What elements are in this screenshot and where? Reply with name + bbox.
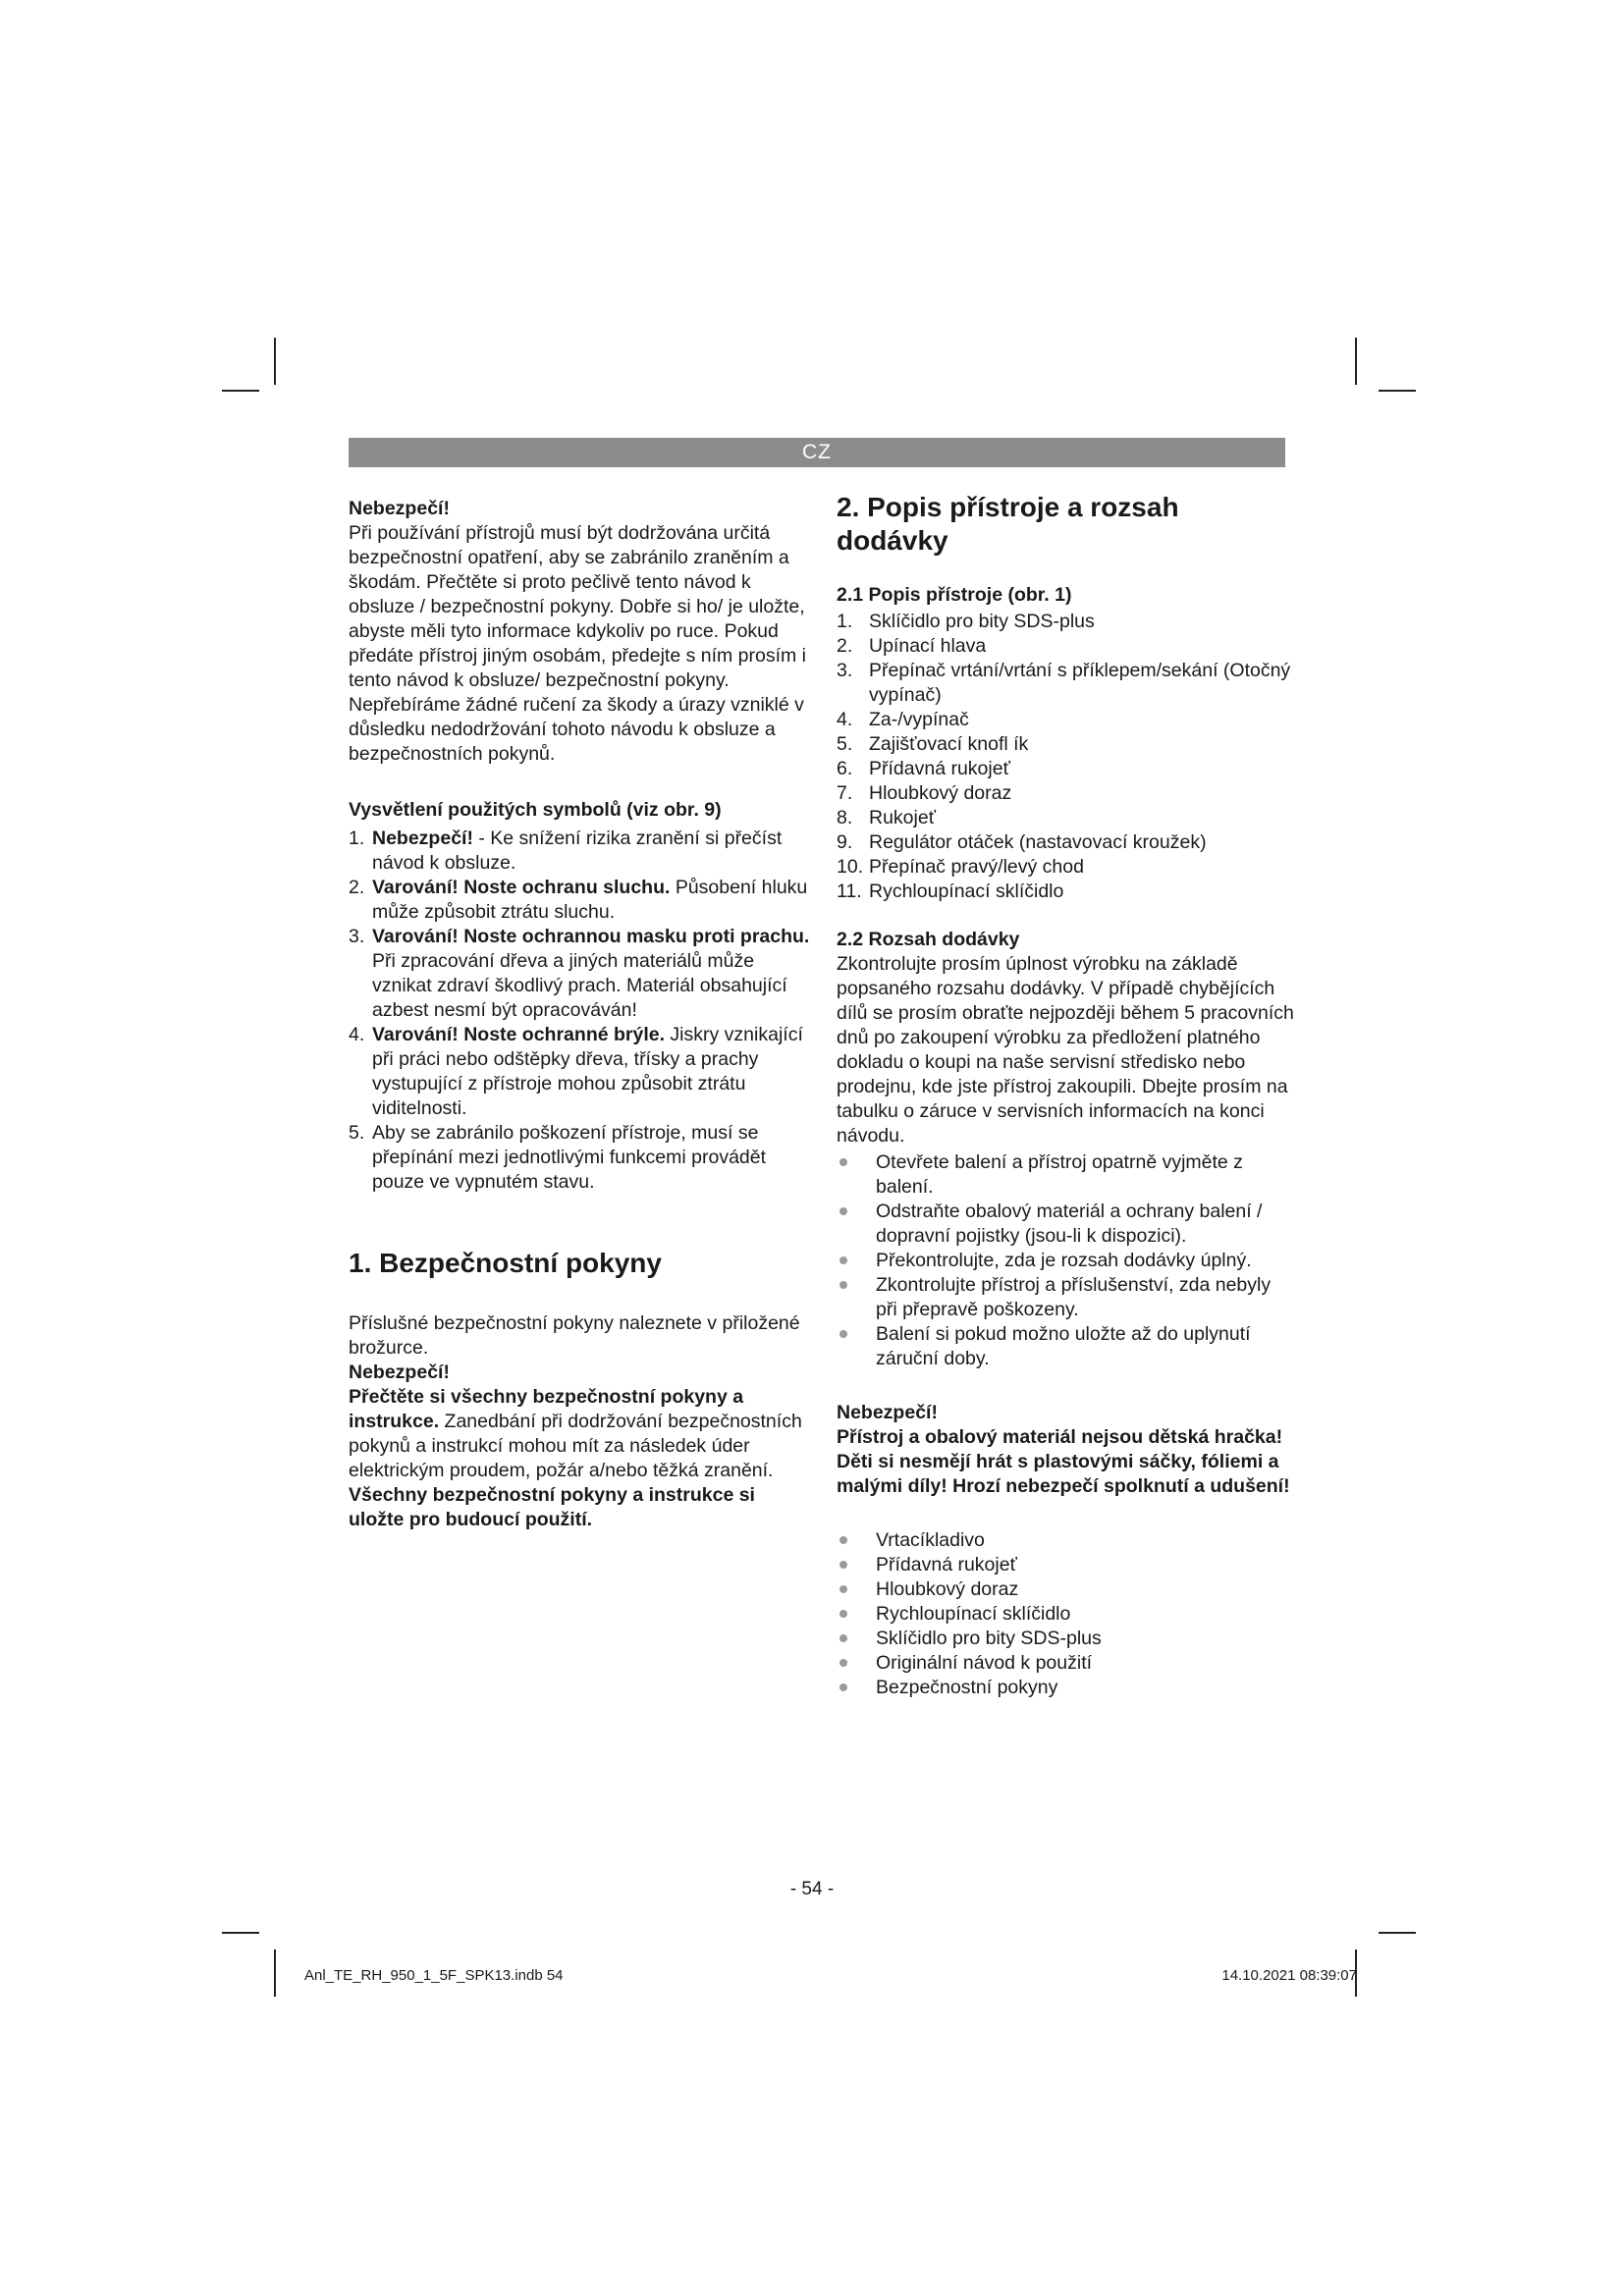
bullet-icon xyxy=(837,1651,876,1676)
crop-mark-top-right xyxy=(1355,338,1357,385)
bullet-icon xyxy=(837,1200,876,1249)
section-1-title: 1. Bezpečnostní pokyny xyxy=(349,1248,662,1278)
part-item: 2. Upínací hlava xyxy=(837,635,987,657)
check-item: Zkontrolujte přístroj a příslušenství, zda nebyly při přepravě poškozeny. xyxy=(837,1273,1294,1322)
section-2-title: 2. Popis přístroje a rozsah dodávky xyxy=(837,492,1179,556)
delivery-item: Vrtacíkladivo xyxy=(837,1528,1294,1553)
check-item: Odstraňte obalový materiál a ochrany balení / dopravní pojistky (jsou-li k dispozici). xyxy=(837,1200,1294,1249)
part-item: 1. Sklíčidlo pro bity SDS-plus xyxy=(837,611,1095,632)
check-item: Balení si pokud možno uložte až do uplynutí záruční doby. xyxy=(837,1322,1294,1371)
bullet-icon xyxy=(837,1627,876,1651)
right-column xyxy=(837,491,1294,1700)
bullet-icon xyxy=(837,1322,876,1371)
part-item: 7. Hloubkový doraz xyxy=(837,782,1012,804)
part-item: 5. Zajišťovací knofl ík xyxy=(837,733,1029,755)
crop-mark-bottom-left xyxy=(274,1949,276,1997)
footer-filename: Anl_TE_RH_950_1_5F_SPK13.indb 54 xyxy=(304,1967,564,1984)
part-item: 4. Za-/vypínač xyxy=(837,709,969,730)
subsection-2-2-text: Zkontrolujte prosím úplnost výrobku na základě popsaného rozsahu dodávky. V případě chybějících dílů se prosím obraťte nejpozději během 5 pracovních dnů po zakoupení výrobku za předložení platného dokladu o koupi na naše servisní středisko nebo prodejnu, kde jste přístroj zakoupili. Dbejte prosím na tabulku o záruce v servisních informacích na konci návodu. xyxy=(837,953,1294,1147)
bullet-icon xyxy=(837,1273,876,1322)
bullet-icon xyxy=(837,1602,876,1627)
check-item: Otevřete balení a přístroj opatrně vyjměte z balení. xyxy=(837,1150,1294,1200)
parts-list xyxy=(837,610,1294,904)
delivery-item: Hloubkový doraz xyxy=(837,1577,1294,1602)
part-item: 3. Přepínač vrtání/vrtání s příklepem/sekání (Otočný vypínač) xyxy=(837,660,1291,706)
symbol-item: 1. Nebezpečí! - Ke snížení rizika zranění si přečíst návod k obsluze. xyxy=(349,828,783,874)
part-item: 8. Rukojeť xyxy=(837,807,937,828)
bullet-icon xyxy=(837,1249,876,1273)
part-item: 10. Přepínač pravý/levý chod xyxy=(837,856,1084,878)
crop-mark-top-left xyxy=(274,338,276,385)
section-1-warning-title: Nebezpečí! xyxy=(349,1362,450,1383)
symbol-item: 3. Varování! Noste ochrannou masku proti prachu. Při zpracování dřeva a jiných materiálů může vznikat zdraví škodlivý prach. Materiál obsahující azbest nesmí být opracováván! xyxy=(349,926,810,1021)
symbol-item: 2. Varování! Noste ochranu sluchu. Působení hluku může způsobit ztrátu sluchu. xyxy=(349,877,808,923)
delivery-item: Sklíčidlo pro bity SDS-plus xyxy=(837,1627,1294,1651)
crop-mark-bottom-left-h xyxy=(222,1932,259,1934)
delivery-item: Bezpečnostní pokyny xyxy=(837,1676,1294,1700)
check-item: Překontrolujte, zda je rozsah dodávky úplný. xyxy=(837,1249,1294,1273)
subsection-2-2-title: 2.2 Rozsah dodávky xyxy=(837,929,1020,950)
part-item: 6. Přídavná rukojeť xyxy=(837,758,1010,779)
part-item: 11. Rychloupínací sklíčidlo xyxy=(837,881,1064,902)
crop-mark-top-left-h xyxy=(222,390,259,392)
warning-text: Při používání přístrojů musí být dodržována určitá bezpečnostní opatření, aby se zabránilo zraněním a škodám. Přečtěte si proto pečlivě tento návod k obsluze / bezpečnostní pokyny. Dobře si ho/ je uložte, abyste měli tyto informace kdykoliv po ruce. Pokud předáte přístroj jiným osobám, předejte s ním prosím i tento návod k obsluze/ bezpečnostní pokyny. Nepřebíráme žádné ručení za škody a úrazy vzniklé v důsledku nedodržování tohoto návodu k obsluze a bezpečnostních pokynů. xyxy=(349,522,807,765)
bullet-icon xyxy=(837,1676,876,1700)
language-bar: CZ xyxy=(349,438,1285,467)
warning-2-title: Nebezpečí! xyxy=(837,1402,938,1423)
delivery-list xyxy=(837,1528,1294,1700)
symbols-title: Vysvětlení použitých symbolů (viz obr. 9) xyxy=(349,799,722,821)
left-column xyxy=(349,497,810,1532)
delivery-item: Rychloupínací sklíčidlo xyxy=(837,1602,1294,1627)
symbol-item: 4. Varování! Noste ochranné brýle. Jiskry vznikající při práci nebo odštěpky dřeva, třísky a prachy vystupující z přístroje mohou způsobit ztrátu viditelnosti. xyxy=(349,1024,803,1119)
section-1-intro: Příslušné bezpečnostní pokyny naleznete v přiložené brožurce. xyxy=(349,1312,800,1359)
delivery-item: Přídavná rukojeť xyxy=(837,1553,1294,1577)
delivery-item: Originální návod k použití xyxy=(837,1651,1294,1676)
check-list xyxy=(837,1150,1294,1371)
bullet-icon xyxy=(837,1528,876,1553)
bullet-icon xyxy=(837,1553,876,1577)
footer-timestamp: 14.10.2021 08:39:07 xyxy=(1221,1967,1357,1984)
subsection-2-1-title: 2.1 Popis přístroje (obr. 1) xyxy=(837,584,1072,606)
crop-mark-top-right-h xyxy=(1379,390,1416,392)
part-item: 9. Regulátor otáček (nastavovací kroužek) xyxy=(837,831,1207,853)
symbol-item: 5. Aby se zabránilo poškození přístroje, musí se přepínání mezi jednotlivými funkcemi provádět pouze ve vypnutém stavu. xyxy=(349,1122,767,1193)
bullet-icon xyxy=(837,1150,876,1200)
section-1-warning-text: Přečtěte si všechny bezpečnostní pokyny a instrukce. Zanedbání při dodržování bezpečnostních pokynů a instrukcí mohou mít za následek úder elektrickým proudem, požár a/nebo těžká zranění. Všechny bezpečnostní pokyny a instrukce si uložte pro budoucí použití. xyxy=(349,1386,802,1530)
bullet-icon xyxy=(837,1577,876,1602)
warning-title: Nebezpečí! xyxy=(349,498,450,519)
symbols-list xyxy=(349,827,810,1195)
page-number: - 54 - xyxy=(789,1879,835,1899)
warning-2-text: Přístroj a obalový materiál nejsou dětská hračka! Děti si nesmějí hrát s plastovými sáčky, fóliemi a malými díly! Hrozí nebezpečí spolknutí a udušení! xyxy=(837,1426,1290,1497)
crop-mark-bottom-right-h xyxy=(1379,1932,1416,1934)
